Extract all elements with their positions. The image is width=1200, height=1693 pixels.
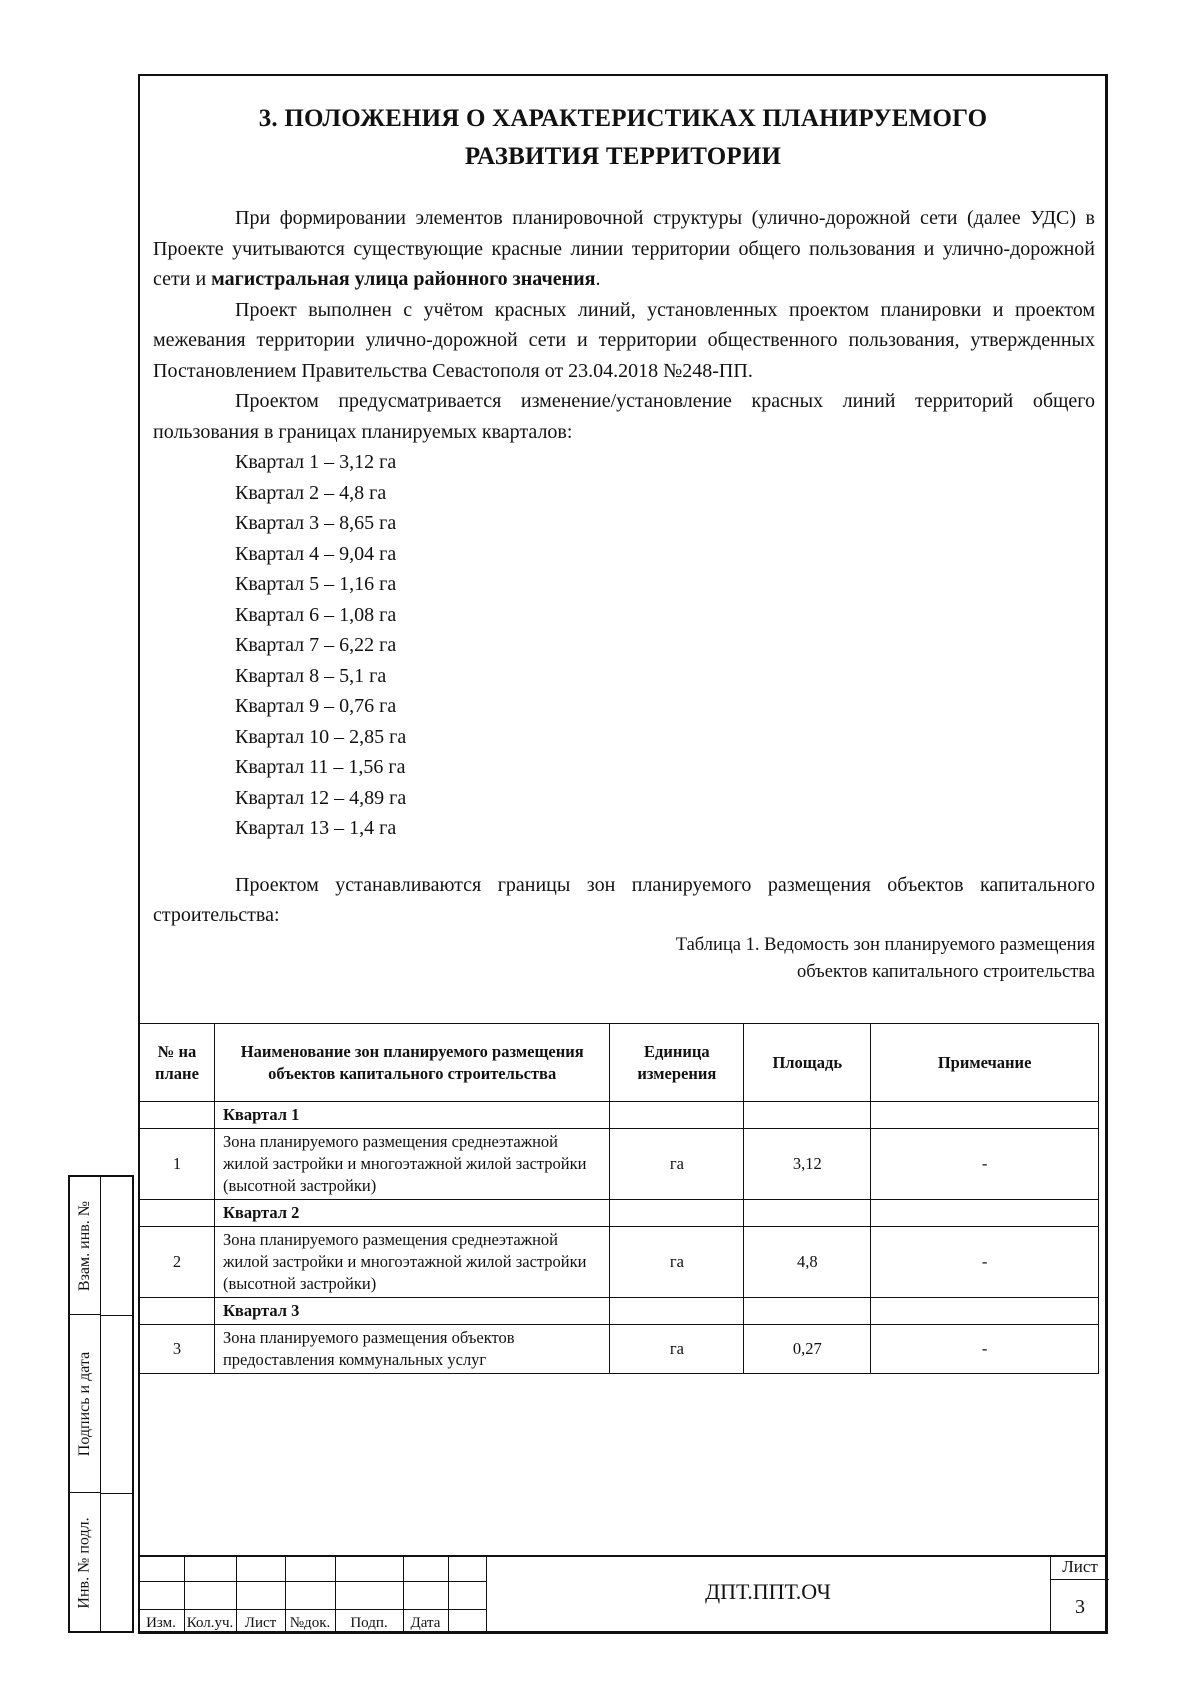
- section-title: [138, 100, 1108, 176]
- cell-unit: га: [610, 1325, 744, 1374]
- side-cell-inv: [70, 1493, 100, 1633]
- col-header-area: Площадь: [744, 1024, 871, 1102]
- list-item: Квартал 8 – 5,1 га: [235, 664, 387, 687]
- side-label-inv: Инв. № подл.: [76, 1517, 94, 1609]
- cell-note: -: [871, 1129, 1099, 1200]
- table-header-row: [140, 1024, 1099, 1102]
- stamp-label: Кол.уч.: [186, 1615, 234, 1631]
- side-label-podpis: Подпись и дата: [76, 1351, 93, 1456]
- paragraph-1-text: При формировании элементов планировочной структуры (улично-дорожной сети (далее УДС) в Проекте учитываются существующие красные линии территории общего пользования и улично-дорожной сети и: [153, 207, 1095, 290]
- stamp-label: Изм.: [146, 1615, 176, 1631]
- quarter-heading: Квартал 2: [214, 1200, 609, 1227]
- list-item: Квартал 1 – 3,12 га: [235, 451, 397, 473]
- table-row: [140, 1325, 1099, 1374]
- list-item: Квартал 10 – 2,85 га: [235, 725, 407, 748]
- document-body: [153, 203, 1095, 986]
- table-row: [140, 1129, 1099, 1200]
- col-header-unit: Единица измерения: [610, 1024, 744, 1102]
- table-caption-line-2: объектов капитального строительства: [796, 961, 1095, 982]
- paragraph-zones: Проектом устанавливаются границы зон планируемого размещения объектов капитального строительства:: [153, 873, 1095, 926]
- section-title-line-1: 3. ПОЛОЖЕНИЯ О ХАРАКТЕРИСТИКАХ ПЛАНИРУЕМОГО: [258, 105, 988, 132]
- side-stamp: [68, 1175, 134, 1633]
- sheet-box: [1050, 1555, 1109, 1634]
- paragraph-quarters-intro: Проектом предусматривается изменение/установление красных линий территорий общего пользования в границах планируемых кварталов:: [153, 390, 1095, 443]
- sheet-number: 3: [1075, 1596, 1085, 1618]
- cell-area: 3,12: [744, 1129, 871, 1200]
- quarter-heading: Квартал 3: [214, 1298, 609, 1325]
- cell-num: 3: [140, 1325, 215, 1374]
- list-item: Квартал 12 – 4,89 га: [235, 786, 407, 809]
- section-title-line-2: РАЗВИТИЯ ТЕРРИТОРИИ: [464, 143, 782, 170]
- side-cell-podpis: [70, 1315, 100, 1493]
- col-header-note: Примечание: [871, 1024, 1099, 1102]
- zones-table: [139, 1023, 1099, 1374]
- cell-num: 2: [140, 1227, 215, 1298]
- paragraph-red-lines: Проект выполнен с учётом красных линий, установленных проектом планировки и проектом межевания территории улично-дорожной сети и территории общественного пользования, утвержденных Постановлением Правительства Севастополя от 23.04.2018 №248-ПП.: [153, 298, 1095, 382]
- stamp-label: Дата: [410, 1615, 441, 1631]
- table-row-quarter: [140, 1102, 1099, 1129]
- table-caption: [153, 932, 1095, 986]
- col-header-name: Наименование зон планируемого размещения объектов капитального строительства: [214, 1024, 609, 1102]
- col-header-num: № на плане: [140, 1024, 215, 1102]
- paragraph-1-bold: магистральная улица районного значения: [211, 268, 596, 290]
- quarter-list: [153, 447, 1095, 844]
- cell-note: -: [871, 1227, 1099, 1298]
- list-item: Квартал 6 – 1,08 га: [235, 603, 397, 626]
- list-item: Квартал 3 – 8,65 га: [235, 512, 397, 534]
- cell-note: -: [871, 1325, 1099, 1374]
- paragraph-udс: [153, 203, 1095, 295]
- sheet-label: Лист: [1051, 1555, 1109, 1580]
- cell-num: 1: [140, 1129, 215, 1200]
- list-item: Квартал 2 – 4,8 га: [235, 481, 387, 504]
- list-item: Квартал 13 – 1,4 га: [235, 817, 397, 839]
- cell-name: Зона планируемого размещения среднеэтажной жилой застройки и многоэтажной жилой застройки (высотной застройки): [214, 1129, 609, 1200]
- side-cell-vzam: [70, 1177, 100, 1315]
- side-label-vzam: Взам. инв. №: [76, 1200, 94, 1291]
- list-item: Квартал 5 – 1,16 га: [235, 573, 397, 595]
- stamp-label: №док.: [289, 1615, 331, 1631]
- table-row: [140, 1227, 1099, 1298]
- table-caption-line-1: Таблица 1. Ведомость зон планируемого размещения: [675, 934, 1095, 955]
- document-code: ДПТ.ППТ.ОЧ: [705, 1579, 831, 1604]
- table-row-quarter: [140, 1298, 1099, 1325]
- cell-name: Зона планируемого размещения среднеэтажной жилой застройки и многоэтажной жилой застройки (высотной застройки): [214, 1227, 609, 1298]
- list-item: Квартал 11 – 1,56 га: [235, 756, 406, 778]
- paragraph-1-end: .: [595, 268, 601, 290]
- list-item: Квартал 4 – 9,04 га: [235, 542, 397, 565]
- list-item: Квартал 9 – 0,76 га: [235, 695, 397, 717]
- cell-area: 0,27: [744, 1325, 871, 1374]
- stamp-label: Лист: [244, 1615, 277, 1631]
- quarter-heading: Квартал 1: [214, 1102, 609, 1129]
- stamp-label: Подп.: [350, 1615, 388, 1631]
- cell-unit: га: [610, 1227, 744, 1298]
- title-block: [138, 1555, 1108, 1634]
- cell-unit: га: [610, 1129, 744, 1200]
- cell-area: 4,8: [744, 1227, 871, 1298]
- table-row-quarter: [140, 1200, 1099, 1227]
- cell-name: Зона планируемого размещения объектов предоставления коммунальных услуг: [214, 1325, 609, 1374]
- list-item: Квартал 7 – 6,22 га: [235, 634, 397, 656]
